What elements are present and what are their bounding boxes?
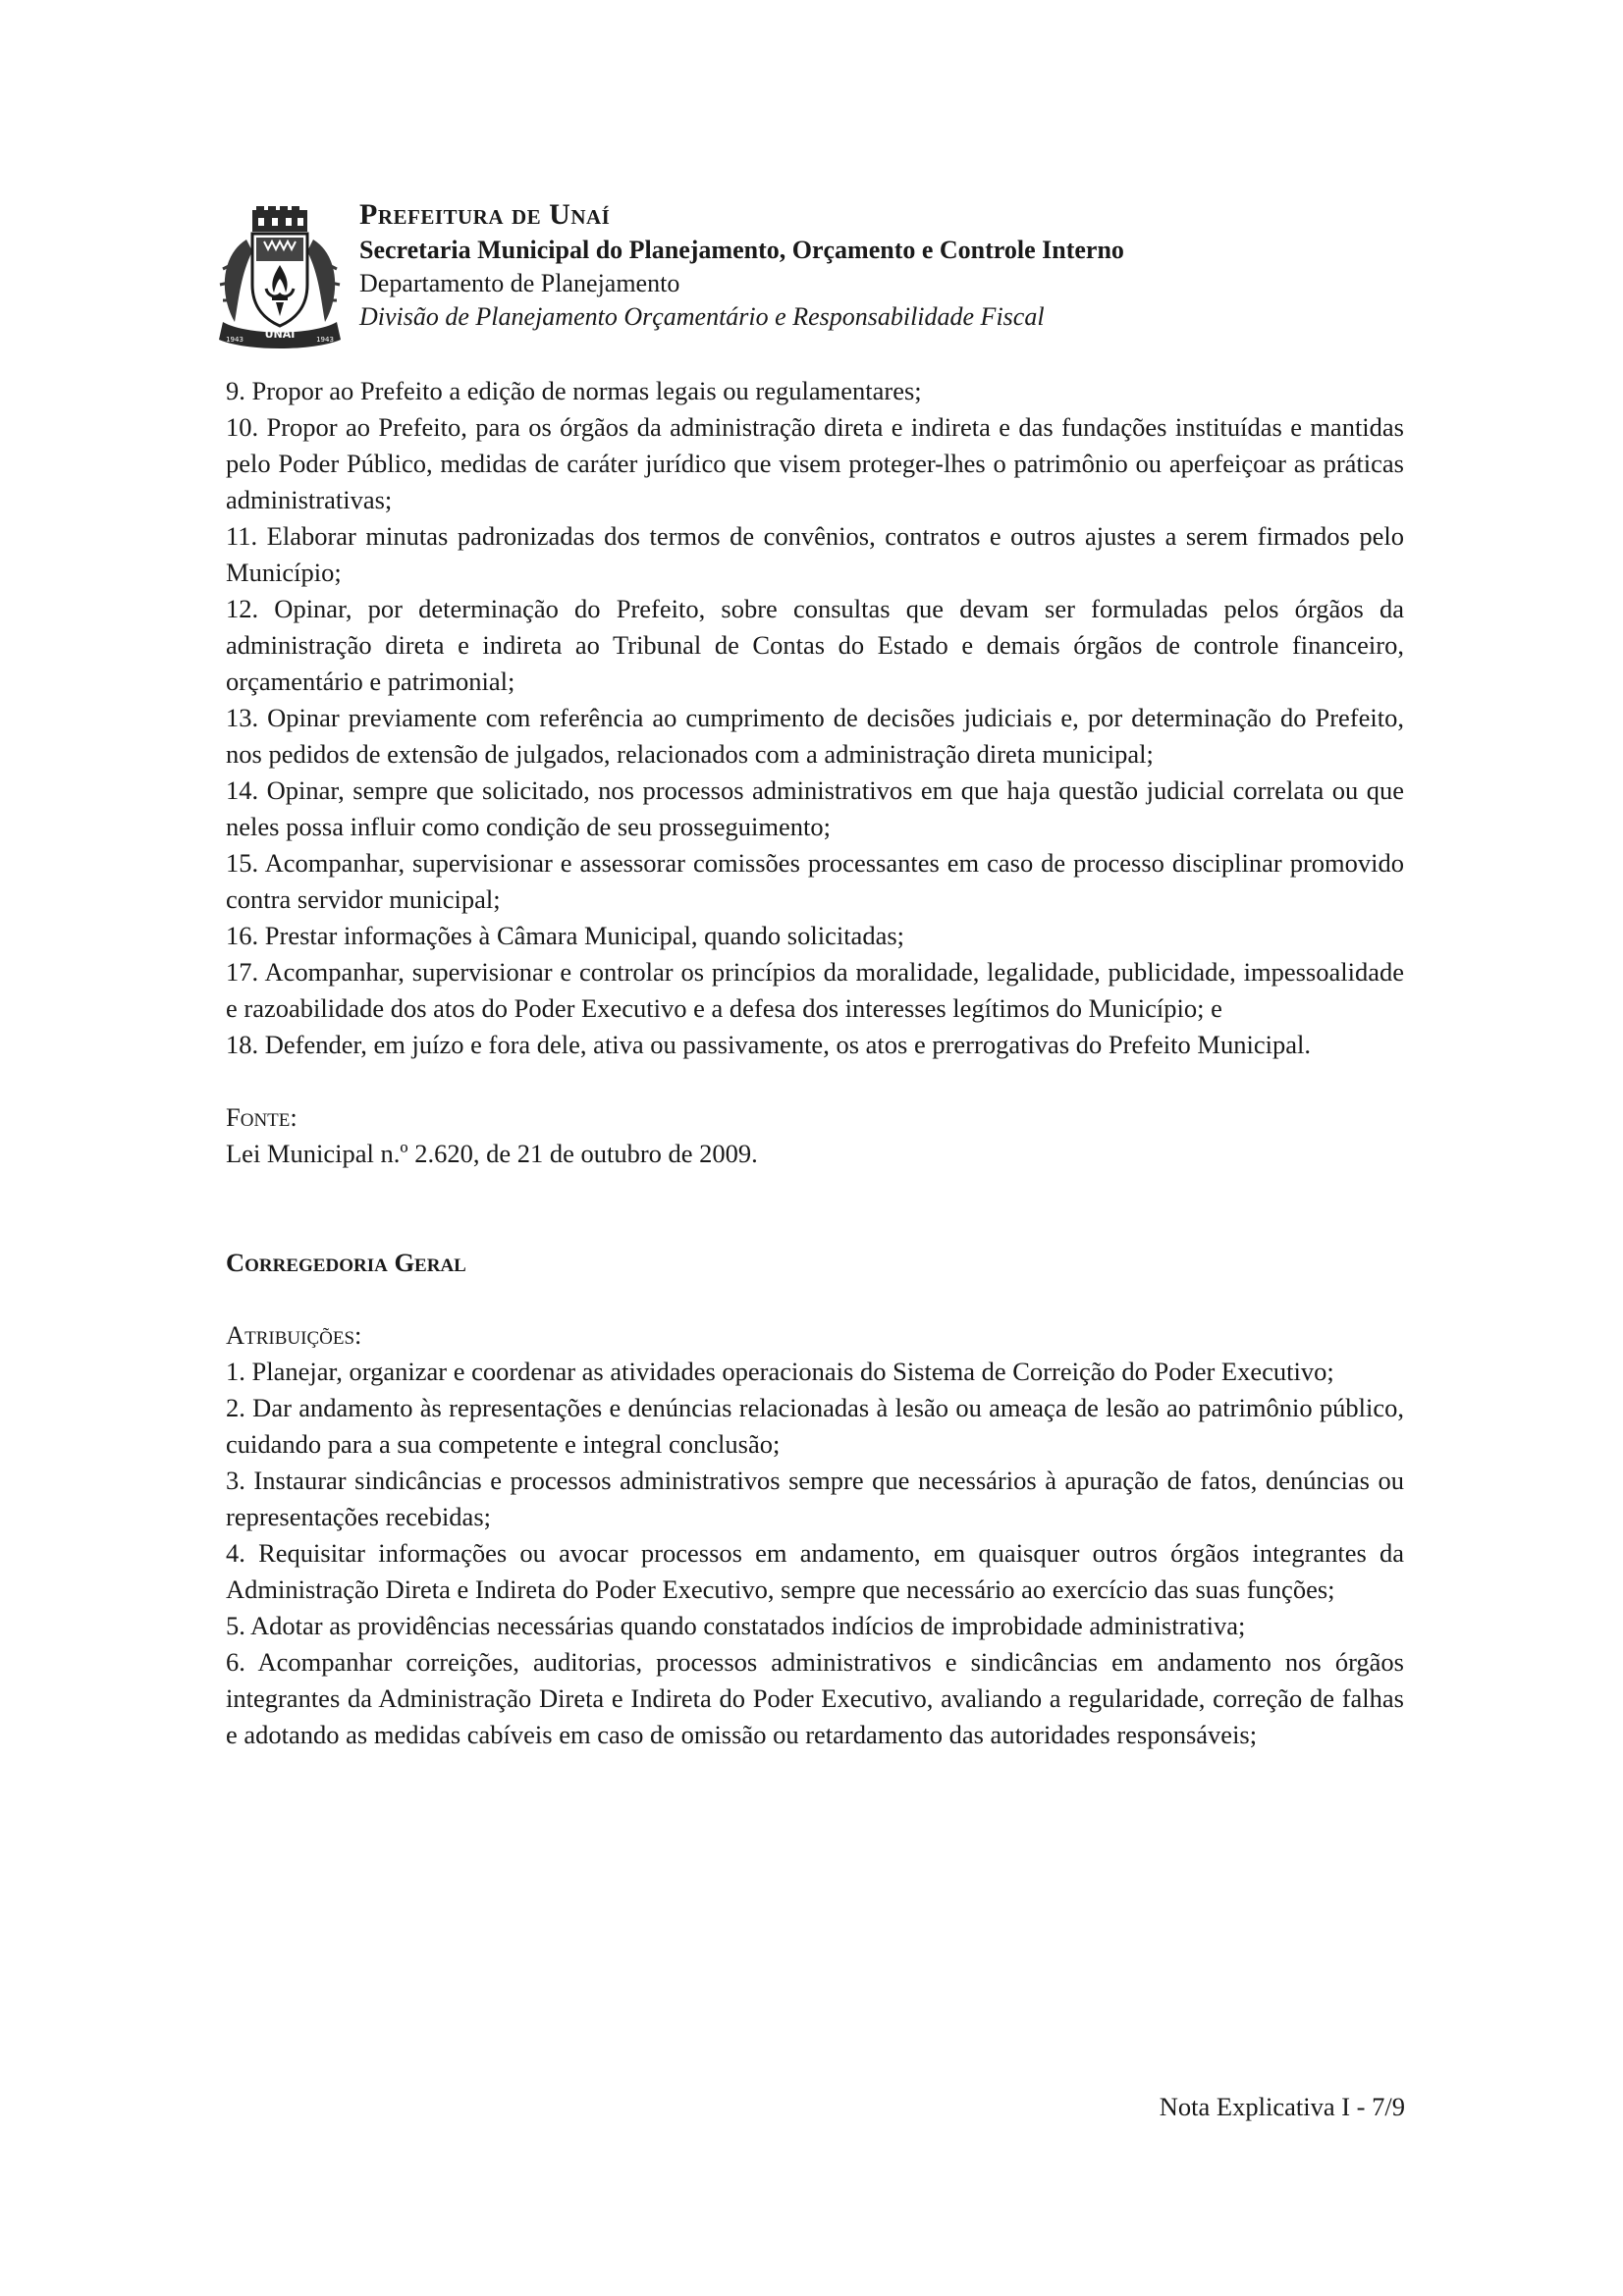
page-footer: Nota Explicativa I - 7/9: [1159, 2092, 1405, 2121]
section-title: Corregedoria Geral: [226, 1248, 466, 1277]
list-item: 11. Elaborar minutas padronizadas dos termos de convênios, contratos e outros ajustes a serem firmados pelo Município;: [226, 521, 1404, 587]
list-item: 16. Prestar informações à Câmara Municipal, quando solicitadas;: [226, 921, 905, 950]
attributions-label: Atribuições:: [226, 1320, 362, 1350]
list-item: 10. Propor ao Prefeito, para os órgãos da administração direta e indireta e das fundações instituídas e mantidas pelo Poder Público, medidas de caráter jurídico que visem proteger-lhes o patrimônio ou aperfeiçoar as práticas administrativas;: [226, 412, 1404, 514]
list-item: 12. Opinar, por determinação do Prefeito, sobre consultas que devam ser formuladas pelos órgãos da administração direta e indireta ao Tribunal de Contas do Estado e demais órgãos de controle financeiro, orçamentário e patrimonial;: [226, 594, 1404, 696]
source-label: Fonte:: [226, 1102, 298, 1132]
department-name: Departamento de Planejamento: [359, 269, 680, 297]
crest-year-left: 1943: [226, 336, 243, 344]
letterhead-text: [359, 196, 1420, 334]
list-item: 15. Acompanhar, supervisionar e assessorar comissões processantes em caso de processo disciplinar promovido contra servidor municipal;: [226, 848, 1404, 914]
division-name: Divisão de Planejamento Orçamentário e Responsabilidade Fiscal: [359, 302, 1045, 331]
list-item: 6. Acompanhar correições, auditorias, processos administrativos e sindicâncias em andamento nos órgãos integrantes da Administração Direta e Indireta do Poder Executivo, avaliando a regularidade, correção de falhas e adotando as medidas cabíveis em caso de omissão ou retardamento das autoridades responsáveis;: [226, 1647, 1404, 1749]
letterhead: [217, 196, 1425, 353]
coat-of-arms-icon: [217, 206, 343, 353]
spacer: [226, 1281, 1404, 1317]
source-text: Lei Municipal n.º 2.620, de 21 de outubro de 2009.: [226, 1139, 758, 1168]
list-item: 3. Instaurar sindicâncias e processos administrativos sempre que necessários à apuração de fatos, denúncias ou representações recebidas;: [226, 1466, 1404, 1531]
list-item: 13. Opinar previamente com referência ao cumprimento de decisões judiciais e, por determinação do Prefeito, nos pedidos de extensão de julgados, relacionados com a administração direta municipal;: [226, 703, 1404, 769]
spacer: [226, 1063, 1404, 1099]
spacer: [226, 1172, 1404, 1245]
list-item: 2. Dar andamento às representações e denúncias relacionadas à lesão ou ameaça de lesão ao patrimônio público, cuidando para a sua competente e integral conclusão;: [226, 1393, 1404, 1459]
list-item: 9. Propor ao Prefeito a edição de normas legais ou regulamentares;: [226, 376, 922, 405]
list-item: 14. Opinar, sempre que solicitado, nos processos administrativos em que haja questão judicial correlata ou que neles possa influir como condição de seu prosseguimento;: [226, 775, 1404, 841]
list-item: 5. Adotar as providências necessárias quando constatados indícios de improbidade administrativa;: [226, 1611, 1246, 1640]
document-body: [226, 373, 1404, 1753]
org-name: Prefeitura de Unaí: [359, 198, 611, 231]
list-item: 1. Planejar, organizar e coordenar as atividades operacionais do Sistema de Correição do Poder Executivo;: [226, 1357, 1334, 1386]
crest-year-right: 1943: [316, 336, 334, 344]
secretariat-name: Secretaria Municipal do Planejamento, Orçamento e Controle Interno: [359, 236, 1124, 264]
crest-ribbon-text: UNAÍ: [264, 328, 296, 341]
list-item: 4. Requisitar informações ou avocar processos em andamento, em quaisquer outros órgãos integrantes da Administração Direta e Indireta do Poder Executivo, sempre que necessário ao exercício das suas funções;: [226, 1538, 1404, 1604]
list-item: 18. Defender, em juízo e fora dele, ativa ou passivamente, os atos e prerrogativas do Prefeito Municipal.: [226, 1030, 1311, 1059]
list-item: 17. Acompanhar, supervisionar e controlar os princípios da moralidade, legalidade, publicidade, impessoalidade e razoabilidade dos atos do Poder Executivo e a defesa dos interesses legítimos do Município; e: [226, 957, 1404, 1023]
